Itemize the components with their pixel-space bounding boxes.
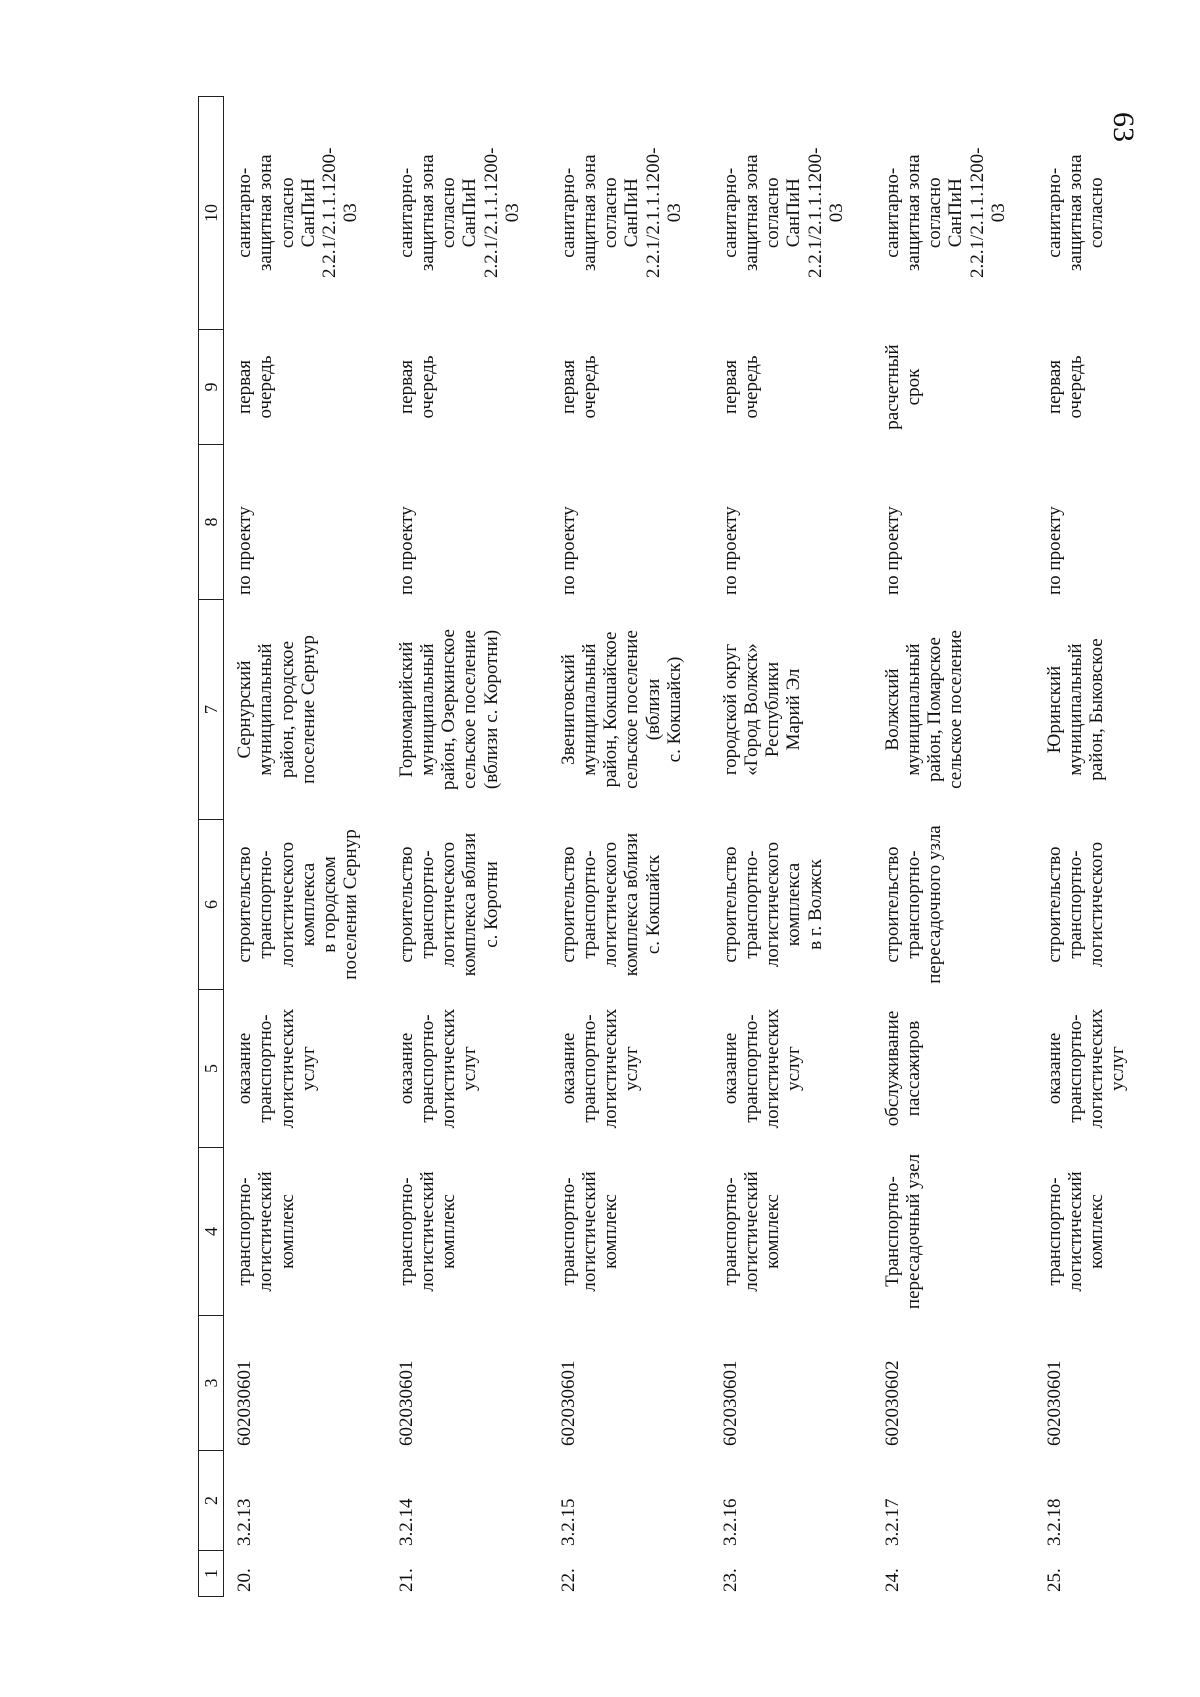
header-cell: 5	[199, 990, 224, 1148]
location-cell: Юринский муниципальный район, Быковское	[1043, 638, 1108, 781]
stage-cell: расчетный срок	[881, 344, 924, 430]
purpose-cell: оказание транспортно- логистических услуг	[557, 1008, 643, 1129]
header-cell: 8	[199, 445, 224, 600]
object-type-cell: транспортно- логистический комплекс	[395, 1171, 460, 1292]
description-cell: строительство транспортно- логистического комплекса вблизи с. Кокшайск	[557, 832, 664, 977]
object-type-cell: транспортно- логистический комплекс	[719, 1171, 784, 1292]
zone-cell: санитарно- защитная зона согласно СанПиН 2.2.1/2.1.1.1200- 03	[234, 147, 362, 278]
description-cell: строительство транспортно- логистического комплекса в городском поселении Сернур	[234, 829, 362, 980]
header-cell: 7	[199, 600, 224, 820]
purpose-cell: обслуживание пассажиров	[881, 1010, 924, 1127]
classifier-cell: 602030601	[557, 1360, 579, 1446]
classifier-cell: 602030601	[234, 1360, 255, 1446]
header-cell: 9	[199, 330, 224, 445]
purpose-cell: оказание транспортно- логистических услуг	[234, 1008, 319, 1129]
rotated-table-wrapper	[198, 97, 1200, 1597]
page-number: 63	[1107, 112, 1140, 142]
purpose-cell: оказание транспортно- логистических услуг	[719, 1008, 805, 1129]
characteristics-cell: по проекту	[719, 506, 741, 595]
row-number: 23.	[719, 1568, 741, 1592]
table-row	[710, 97, 872, 1597]
code-cell: 3.2.13	[234, 1498, 255, 1546]
classifier-cell: 602030601	[719, 1360, 741, 1446]
code-cell: 3.2.17	[881, 1498, 903, 1546]
header-cell: 4	[199, 1148, 224, 1316]
code-cell: 3.2.18	[1043, 1498, 1065, 1546]
characteristics-cell: по проекту	[234, 506, 255, 595]
location-cell: городской округ «Город Волжск» Республики Марий Эл	[719, 643, 805, 776]
location-cell: Сернурский муниципальный район, городское поселение Сернур	[234, 635, 319, 784]
stage-cell: первая очередь	[234, 355, 277, 419]
object-type-cell: Транспортно- пересадочный узел	[881, 1153, 924, 1310]
table-row	[872, 97, 1034, 1597]
characteristics-cell: по проекту	[1043, 506, 1065, 595]
header-cell: 6	[199, 820, 224, 990]
stage-cell: первая очередь	[557, 355, 600, 419]
header-cell: 2	[199, 1451, 224, 1551]
purpose-cell: оказание транспортно- логистических услуг	[1043, 1008, 1129, 1129]
object-type-cell: транспортно- логистический комплекс	[234, 1171, 298, 1292]
zone-cell: санитарно- защитная зона согласно СанПиН 2.2.1/2.1.1.1200- 03	[395, 147, 523, 278]
code-cell: 3.2.14	[395, 1498, 417, 1546]
classifier-cell: 602030601	[395, 1360, 417, 1446]
object-type-cell: транспортно- логистический комплекс	[557, 1171, 622, 1292]
table-row	[1034, 97, 1196, 1597]
row-number: 20.	[234, 1568, 255, 1592]
table-row	[224, 97, 386, 1597]
description-cell: строительство транспортно- логистического	[1043, 841, 1108, 968]
purpose-cell: оказание транспортно- логистических услуг	[395, 1008, 481, 1129]
classifier-cell: 602030601	[1043, 1360, 1065, 1446]
location-cell: Горномарийский муниципальный район, Озеркинское сельское поселение (вблизи с. Коротни)	[395, 629, 502, 790]
table-row	[548, 97, 710, 1597]
characteristics-cell: по проекту	[395, 506, 417, 595]
header-cell: 3	[199, 1316, 224, 1451]
description-cell: строительство транспортно- пересадочного узла	[881, 825, 946, 984]
header-row	[199, 97, 224, 1597]
description-cell: строительство транспортно- логистического комплекса вблизи с. Коротни	[395, 832, 502, 977]
table-row	[386, 97, 548, 1597]
stage-cell: первая очередь	[719, 355, 762, 419]
row-number: 25.	[1043, 1568, 1065, 1592]
location-cell: Волжский муниципальный район, Помарское сельское поселение	[881, 630, 967, 789]
zone-cell: санитарно- защитная зона согласно СанПиН 2.2.1/2.1.1.1200- 03	[881, 147, 1009, 278]
zone-cell: санитарно- защитная зона согласно	[1043, 154, 1108, 272]
header-cell: 1	[199, 1551, 224, 1597]
code-cell: 3.2.16	[719, 1498, 741, 1546]
header-cell: 10	[199, 97, 224, 330]
object-type-cell: транспортно- логистический комплекс	[1043, 1171, 1108, 1292]
zone-cell: санитарно- защитная зона согласно СанПиН 2.2.1/2.1.1.1200- 03	[557, 147, 685, 278]
objects-table	[198, 96, 1196, 1597]
row-number: 22.	[557, 1568, 579, 1592]
characteristics-cell: по проекту	[881, 506, 903, 595]
classifier-cell: 602030602	[881, 1360, 903, 1446]
code-cell: 3.2.15	[557, 1498, 579, 1546]
stage-cell: первая очередь	[1043, 355, 1086, 419]
row-number: 21.	[395, 1568, 417, 1592]
zone-cell: санитарно- защитная зона согласно СанПиН 2.2.1/2.1.1.1200- 03	[719, 147, 847, 278]
description-cell: строительство транспортно- логистического комплекса в г. Волжск	[719, 841, 826, 968]
location-cell: Звениговский муниципальный район, Кокшайское сельское поселение (вблизи с. Кокшайск)	[557, 630, 685, 789]
characteristics-cell: по проекту	[557, 506, 579, 595]
row-number: 24.	[881, 1568, 903, 1592]
stage-cell: первая очередь	[395, 355, 438, 419]
